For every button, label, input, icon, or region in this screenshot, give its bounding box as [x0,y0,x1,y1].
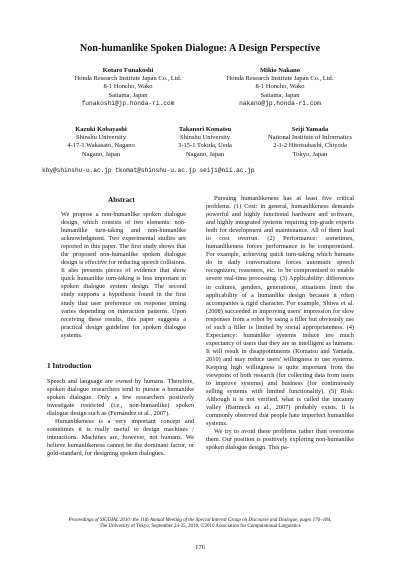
author-address: Nagano, Japan [185,150,225,158]
author-block-kobayashi [46,126,156,159]
author-affiliation: Honda Research Institute Japan Co., Ltd. [226,75,334,83]
author-block-nakano [210,67,350,108]
author-affiliation: Shinshu University [75,134,127,142]
abstract-heading: Abstract [108,196,135,204]
abstract-paragraph: We propose a non-humanlike spoken dialogue design, which consists of two elements: non-humanlike turn-taking and non-humanlike acknowledgment. Two experimental studies are reported in this paper. The first study shows that the proposed non-humanlike spoken dialogue design is effective for reducing speech collisions. It also presents pieces of evidence that show quick humanlike turn-taking is less important in spoken dialogue system design. The second study supports a hypothesis found in the first study that user preference on response timing varies depending on interaction patterns. Upon receiving these results, this paper suggests a practical design guideline for spoken dialogue systems. [61,211,186,339]
introduction-text [47,378,194,458]
author-name: Kazuki Kobayashi [75,126,127,133]
abstract-text [61,211,186,340]
author-address: Nagano, Japan [81,150,121,158]
author-address: Saitama, Japan [260,91,300,99]
author-block-komatsu [150,126,260,159]
body-paragraph-position: We try to avoid these problems rather than overcome them. Our position is positively exploring non-humanlike spoken dialogue design. This pa- [206,428,354,452]
author-affiliation: Shinshu University [179,134,231,142]
author-name: Mikio Nakano [260,67,300,74]
intro-paragraph-2: Humanlikeness is a very important concept and sometimes it is really useful to design machines / interactions. Machines are, however, not humans. We believe humanlikeness cannot be the dominant factor, or gold-standard, for designing spoken dialogues. [47,418,194,458]
author-address: 4-17-1 Wakasato, Nagano [67,142,135,150]
author-address: 3-15-1 Tokida, Ueda [178,142,232,150]
footer-line-proceedings: Proceedings of SIGDIAL 2010: the 11th Annual Meeting of the Special Interest Group on Discourse and Dialogue, pages 176–184, [68,518,332,523]
right-column-text [206,195,354,453]
author-affiliation: Honda Research Institute Japan Co., Ltd. [74,75,182,83]
page-number: 176 [195,544,205,551]
author-email: nakano@jp.honda-ri.com [239,99,321,107]
footer-line-venue: The University of Tokyo, September 24-25, 2010. ©2010 Association for Computational Linguistics [99,524,301,529]
section-heading-introduction: 1 Introduction [47,362,92,370]
intro-paragraph-1: Speech and language are owned by humans. Therefore, spoken dialogue researchers tend to pursue a humanlike spoken dialogue. Only a few researchers positively investigate restricted (i.e., non-humanlike) spoken dialogue design such as (Fernández et al., 2007). [47,378,194,418]
author-emails: kby@shinshu-u.ac.jp tkomat@shinshu-u.ac.jp seiji@nii.ac.jp [42,167,255,174]
paper-title: Non-humanlike Spoken Dialogue: A Design Perspective [79,43,321,54]
author-address: 2-1-2 Hitotsubashi, Chiyoda [273,142,347,150]
author-block-yamada [250,126,370,159]
author-name: Seiji Yamada [291,126,329,133]
author-name: Takanori Komatsu [178,126,232,133]
author-email: funakoshi@jp.honda-ri.com [81,99,175,107]
author-address: Tokyo, Japan [292,150,328,158]
author-address: 8-1 Honcho, Wako [255,83,305,91]
proceedings-footer [0,518,400,530]
author-address: 8-1 Honcho, Wako [103,83,153,91]
author-name: Kotaro Funakoshi [102,67,154,74]
author-block-funakoshi [58,67,198,108]
author-affiliation: National Institute of Informatics [268,134,352,142]
author-address: Saitama, Japan [108,91,148,99]
body-paragraph-problems: Pursuing humanlikeness has at least five critical problems. (1) Cost: in general, humanlikeness demands powerful and highly functional hardware and software, and highly integrated systems requiring top-grade experts both for development and maintenance. All of them lead to cost overrun. (2) Performance: sometimes, humanlikeness forces performance to be compromised. For example, achieving quick turn-taking which humans do in daily conversations forces automatic speech recognizers, reasoners, etc. to be compromised to enable severe real-time processing. (3) Applicability: differences in cultures, genders, generations, situations limit the applicability of a humanlike design because it often accompanies a rigid character. For example, Shiwa et al. (2008) succeeded in improving users' impression for slow responses from a robot by using a filler but obviously use of such a filler is limited by social appropriateness. (4) Expectancy: humanlike systems induce too much expectancy of users that they are as intelligent as humans. It will result in disappointments (Komatsu and Yamada, 2010) and may reduce users' willingness to use systems. Keeping high willingness is quite important from the viewpoint of both research (for collecting data from users to improve systems) and business (for continuously selling systems with limited functionality). (5) Risk: Although it is not verified, what is called the uncanny valley (Bartneck et al., 2007) probably exists. It is commonly observed that people hate imperfect humanlike systems. [206,195,354,428]
